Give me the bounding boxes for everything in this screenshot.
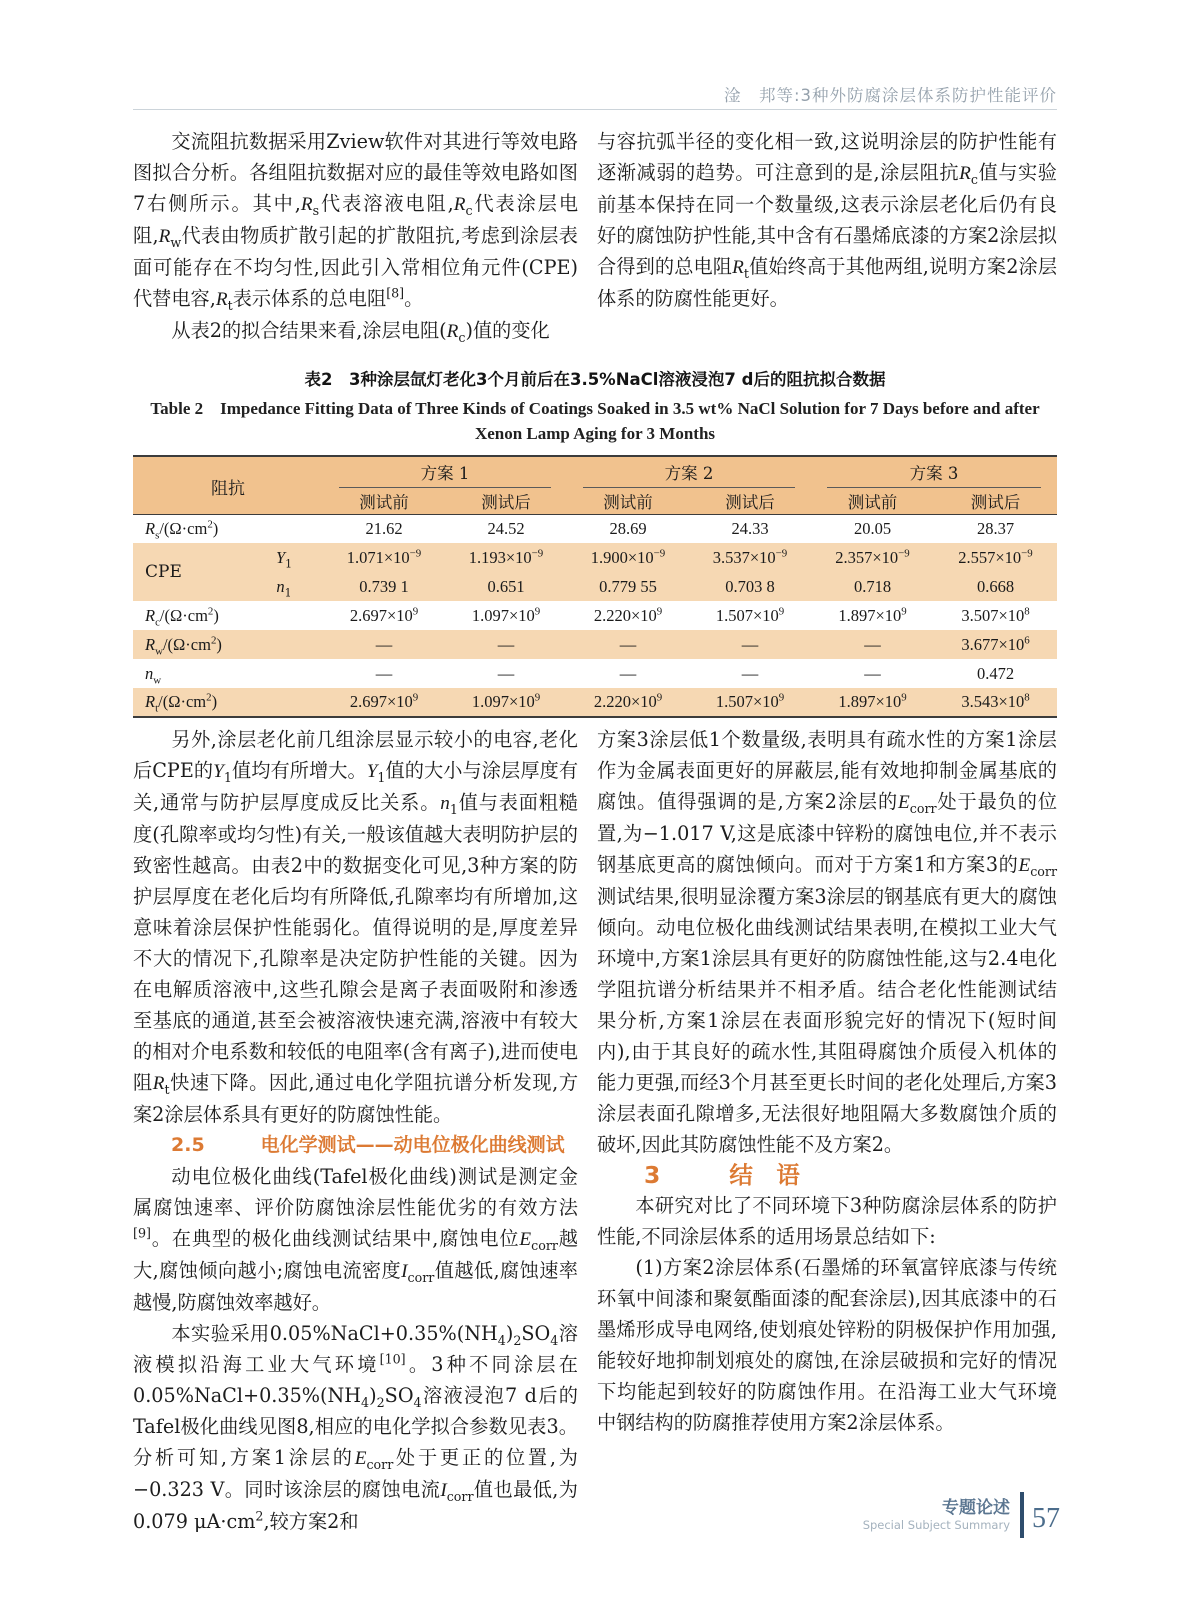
paragraph: 本研究对比了不同环境下3种防腐涂层体系的防护性能,不同涂层体系的适用场景总结如下: bbox=[597, 1194, 1057, 1248]
cell: 0.779 55 bbox=[599, 576, 657, 596]
cell: $2.697\times 10^9$ bbox=[349, 605, 419, 625]
cell: 0.668 bbox=[976, 576, 1015, 596]
cell: — bbox=[741, 634, 759, 654]
table-row-cpe-y1 bbox=[133, 543, 1057, 572]
cell: 24.52 bbox=[487, 518, 525, 538]
paragraph: 方案3涂层低1个数量级,表明具有疏水性的方案1涂层作为金属表面更好的屏蔽层,能有效地抑制金属基底的腐蚀。值得强调的是,方案2涂层的$E_{corr}$处于最负的位置,为−1.017 V,这是底漆中锌粉的腐蚀电位,并不表示钢基底更高的腐蚀倾向。而对于方案1和方案3的$E_{corr}$测试结果,很明显涂覆方案3涂层的钢基底有更大的腐蚀倾向。动电位极化曲线测试结果表明,在模拟工业大气环境中,方案1涂层具有更好的防腐蚀性能,这与2.4电化学阻抗谱分析结果并不相矛盾。结合老化性能测试结果分析,方案1涂层在表面形貌完好的情况下(短时间内),由于其良好的疏水性,其阻碍腐蚀介质侵入机体的能力更强,而经3个月甚至更长时间的老化处理后,方案3涂层表面孔隙增多,无法很好地阻隔大多数腐蚀介质的破坏,因此其防腐蚀性能不及方案2。 bbox=[597, 728, 1058, 1156]
cell: 0.739 1 bbox=[359, 576, 409, 596]
cell: $1.193\times 10^{-9}$ bbox=[468, 547, 544, 567]
cell: $2.557\times 10^{-9}$ bbox=[958, 547, 1033, 567]
group-header-scheme2: 方案 2 bbox=[567, 456, 811, 488]
paragraph: 本实验采用$0.05\%NaCl+0.35\%(NH_4)_2SO_4$溶液模拟沿海工业大气环境[10]。3种不同涂层在$0.05\%NaCl+0.35\%(NH_4)_2SO_4$溶液浸泡7 d后的Tafel极化曲线见图8,相应的电化学拟合参数见表3。分析可知,方案1涂层的$E_{corr}$处于更正的位置,为−0.323 V。同时该涂层的腐蚀电流$I_{corr}$值也最低,为0.079 $\mu A\cdot cm^2$,较方案2和 bbox=[133, 1322, 578, 1533]
cell: 0.472 bbox=[976, 663, 1015, 683]
cell: $2.697\times 10^9$ bbox=[349, 691, 419, 711]
cell: $3.677\times 10^6$ bbox=[961, 634, 1030, 654]
table-row-nw bbox=[133, 659, 1057, 688]
row-label: $R_s/(\Omega\cdot cm^2)$ bbox=[145, 518, 219, 542]
section-title: 结 语 bbox=[729, 1161, 800, 1189]
page-footer bbox=[760, 1492, 1060, 1538]
row-label: $R_t/(\Omega\cdot cm^2)$ bbox=[145, 691, 218, 715]
row-label: $n_w$ bbox=[145, 663, 162, 686]
section-heading-2-5 bbox=[133, 1130, 578, 1161]
paragraph: 交流阻抗数据采用Zview软件对其进行等效电路图拟合分析。各组阻抗数据对应的最佳等效电路如图7右侧所示。其中$,R_s$代表溶液电阻$,R_c$代表涂层电阻$,R_w$代表由物质扩散引起的扩散阻抗,考虑到涂层表面可能存在不均匀性,因此引入常相位角元件(CPE)代替电容$,R_t$表示体系的总电阻[8]。 bbox=[133, 130, 579, 313]
column-right-bottom bbox=[597, 724, 1057, 1438]
table-row-rt bbox=[133, 688, 1057, 717]
cell: 0.703 8 bbox=[725, 576, 775, 596]
column-left-bottom bbox=[133, 724, 578, 1537]
paragraph: 另外,涂层老化前几组涂层显示较小的电容,老化后CPE的$Y_1$值均有所增大。$Y_1$值的大小与涂层厚度有关,通常与防护层厚度成反比关系。$n_1$值与表面粗糙度(孔隙率或均匀性)有关,一般该值越大表明防护层的致密性越高。由表2中的数据变化可见,3种方案的防护层厚度在老化后均有所降低,孔隙率均有所增加,这意味着涂层保护性能弱化。值得说明的是,厚度差异不大的情况下,孔隙率是决定防护性能的关键。因为在电解质溶液中,这些孔隙会是离子表面吸附和渗透至基底的通道,甚至会被溶液快速充满,溶液中有较大的相对介电系数和较低的电阻率(含有离子),进而使电阻$R_t$快速下降。因此,通过电化学阻抗谱分析发现,方案2涂层体系具有更好的防腐蚀性能。 bbox=[133, 728, 579, 1126]
table-row-rw bbox=[133, 630, 1057, 659]
paragraph: 从表2的拟合结果来看,涂层电阻$(R_c)$值的变化 bbox=[171, 319, 550, 345]
cell: $1.897\times 10^9$ bbox=[838, 691, 907, 711]
footer-divider-bar bbox=[1020, 1492, 1024, 1538]
group-header-scheme3: 方案 3 bbox=[811, 456, 1057, 488]
cell: $2.220\times 10^9$ bbox=[593, 605, 663, 625]
cell: $1.507\times 10^9$ bbox=[715, 605, 785, 625]
table-row-cpe-n1 bbox=[133, 572, 1057, 601]
subheader: 测试前 bbox=[323, 488, 445, 514]
footer-label-en: Special Subject Summary bbox=[862, 1517, 1010, 1532]
running-header-rule bbox=[133, 109, 1057, 110]
table-row-rs bbox=[133, 514, 1057, 543]
table-corner-header: 阻抗 bbox=[133, 456, 323, 514]
table-caption-en-line1: Table 2 Impedance Fitting Data of Three Kinds of Coatings Soaked in 3.5 wt% NaCl Solution for 7 Days before and after bbox=[150, 399, 1040, 418]
cell: $1.507\times 10^9$ bbox=[715, 691, 785, 711]
subheader: 测试后 bbox=[934, 488, 1057, 514]
table-caption-en-line2: Xenon Lamp Aging for 3 Months bbox=[474, 424, 716, 443]
subheader: 测试前 bbox=[567, 488, 689, 514]
cell: — bbox=[619, 634, 637, 654]
cell: $3.543\times 10^8$ bbox=[961, 691, 1030, 711]
row-sublabel: $Y_1$ bbox=[275, 547, 293, 570]
cell: 28.37 bbox=[976, 518, 1015, 538]
cell: $2.357\times 10^{-9}$ bbox=[835, 547, 910, 567]
row-sublabel: $n_1$ bbox=[276, 576, 292, 599]
cell: 21.62 bbox=[365, 518, 403, 538]
cell: — bbox=[375, 663, 393, 683]
section-number: 3 bbox=[644, 1161, 661, 1189]
cell: — bbox=[497, 634, 515, 654]
paragraph: (1)方案2涂层体系(石墨烯的环氧富锌底漆与传统环氧中间漆和聚氨酯面漆的配套涂层),因其底漆中的石墨烯形成导电网络,使划痕处锌粉的阴极保护作用加强,能较好地抑制划痕处的腐蚀,在涂层破损和完好的情况下均能起到较好的防腐蚀作用。在沿海工业大气环境中钢结构的防腐推荐使用方案2涂层体系。 bbox=[597, 1256, 1057, 1434]
row-label: $R_w/(\Omega\cdot cm^2)$ bbox=[145, 634, 222, 657]
table-caption-zh: 表2 3种涂层氙灯老化3个月前后在3.5%NaCl溶液浸泡7 d后的阻抗拟合数据 bbox=[304, 370, 886, 389]
table-row-rc bbox=[133, 601, 1057, 630]
footer-labels bbox=[863, 1498, 1010, 1533]
cell: — bbox=[864, 634, 881, 654]
column-right-top bbox=[597, 126, 1057, 314]
table-block bbox=[133, 366, 1057, 718]
cell: $1.900\times 10^{-9}$ bbox=[590, 547, 666, 567]
footer-label-zh: 专题论述 bbox=[942, 1497, 1010, 1518]
row-label: $R_c/(\Omega\cdot cm^2)$ bbox=[145, 605, 219, 628]
cell: 0.651 bbox=[487, 576, 525, 596]
cell: $1.071\times 10^{-9}$ bbox=[346, 547, 422, 567]
page-number: 57 bbox=[1032, 1503, 1060, 1534]
cell: 20.05 bbox=[853, 518, 892, 538]
cell: — bbox=[497, 663, 515, 683]
impedance-table bbox=[133, 455, 1057, 718]
cell: $2.220\times 10^9$ bbox=[593, 691, 663, 711]
cell: — bbox=[864, 663, 881, 683]
cell: — bbox=[619, 663, 637, 683]
paragraph: 与容抗弧半径的变化相一致,这说明涂层的防护性能有逐渐减弱的趋势。可注意到的是,涂层阻抗$R_c$值与实验前基本保持在同一个数量级,这表示涂层老化后仍有良好的腐蚀防护性能,其中含有石墨烯底漆的方案2涂层拟合得到的总电阻$R_t$值始终高于其他两组,说明方案2涂层体系的防腐性能更好。 bbox=[597, 130, 1058, 310]
paragraph: 动电位极化曲线(Tafel极化曲线)测试是测定金属腐蚀速率、评价防腐蚀涂层性能优劣的有效方法[9]。在典型的极化曲线测试结果中,腐蚀电位$E_{corr}$越大,腐蚀倾向越小;腐蚀电流密度$I_{corr}$值越低,腐蚀速率越慢,防腐蚀效率越好。 bbox=[133, 1165, 578, 1314]
section-number: 2.5 bbox=[171, 1134, 205, 1156]
group-header-scheme1: 方案 1 bbox=[323, 456, 567, 488]
subheader: 测试前 bbox=[811, 488, 934, 514]
running-header: 淦 邦等:3种外防腐涂层体系防护性能评价 bbox=[723, 86, 1057, 105]
section-heading-3 bbox=[597, 1160, 1057, 1190]
column-left-top bbox=[133, 126, 578, 347]
row-label: CPE bbox=[145, 562, 182, 582]
cell: 0.718 bbox=[853, 576, 892, 596]
cell: — bbox=[741, 663, 759, 683]
subheader: 测试后 bbox=[689, 488, 811, 514]
cell: — bbox=[375, 634, 393, 654]
cell: $1.097\times 10^9$ bbox=[471, 691, 541, 711]
cell: $1.897\times 10^9$ bbox=[838, 605, 907, 625]
cell: $1.097\times 10^9$ bbox=[471, 605, 541, 625]
cell: 24.33 bbox=[731, 518, 769, 538]
cell: $3.537\times 10^{-9}$ bbox=[712, 547, 788, 567]
cell: $3.507\times 10^8$ bbox=[961, 605, 1030, 625]
section-title: 电化学测试——动电位极化曲线测试 bbox=[260, 1134, 565, 1156]
cell: 28.69 bbox=[609, 518, 647, 538]
subheader: 测试后 bbox=[445, 488, 567, 514]
